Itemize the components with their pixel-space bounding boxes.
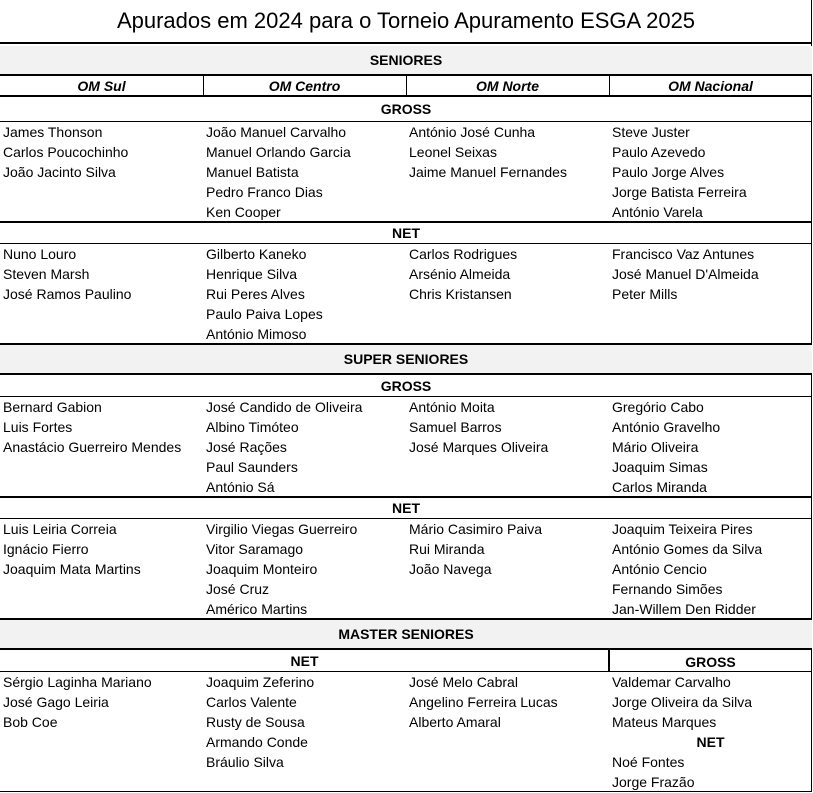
super-seniores-gross-om-nacional bbox=[612, 397, 720, 497]
list-item: Joaquim Simas bbox=[612, 459, 708, 475]
list-item: Jorge Batista Ferreira bbox=[612, 184, 747, 200]
seniores-net-om-centro bbox=[206, 244, 323, 344]
list-item: Chris Kristansen bbox=[409, 286, 512, 302]
seniores-gross-om-sul bbox=[3, 122, 128, 182]
list-item: José Candido de Oliveira bbox=[206, 399, 363, 415]
list-item: Pedro Franco Dias bbox=[206, 184, 323, 200]
list-item: Bob Coe bbox=[3, 714, 58, 730]
list-item: Nuno Louro bbox=[3, 246, 77, 262]
list-item: Paulo Jorge Alves bbox=[612, 164, 725, 180]
list-item: Paulo Paiva Lopes bbox=[206, 306, 323, 322]
list-item: José Ramos Paulino bbox=[3, 286, 132, 302]
section-seniores: SENIORES bbox=[0, 46, 812, 74]
page-title: Apurados em 2024 para o Torneio Apuramento ESGA 2025 bbox=[0, 0, 812, 44]
super-seniores-gross-label: GROSS bbox=[380, 377, 432, 394]
master-seniores-net-om-nacional bbox=[612, 752, 694, 792]
list-item: Bernard Gabion bbox=[3, 399, 102, 415]
seniores-net-label: NET bbox=[392, 225, 420, 241]
super-seniores-gross-om-norte bbox=[409, 397, 548, 457]
list-item: Joaquim Teixeira Pires bbox=[612, 521, 753, 537]
list-item: Angelino Ferreira Lucas bbox=[409, 694, 558, 710]
list-item: James Thonson bbox=[3, 124, 103, 140]
column-header-om-sul: OM Sul bbox=[77, 78, 126, 94]
list-item: Carlos Miranda bbox=[612, 479, 707, 495]
list-item: Alberto Amaral bbox=[409, 714, 501, 730]
section-master-seniores: MASTER SENIORES bbox=[0, 620, 812, 648]
list-item: António Cencio bbox=[612, 561, 707, 577]
super-seniores-net-label: NET bbox=[392, 500, 420, 516]
master-seniores-net-om-centro bbox=[206, 672, 314, 772]
list-item: Ken Cooper bbox=[206, 204, 281, 220]
list-item: José Marques Oliveira bbox=[409, 439, 549, 455]
list-item: Rui Peres Alves bbox=[206, 286, 305, 302]
list-item: Anastácio Guerreiro Mendes bbox=[3, 439, 182, 455]
list-item: Arsénio Almeida bbox=[409, 266, 511, 282]
super-seniores-gross-om-centro bbox=[206, 397, 362, 497]
list-item: Carlos Rodrigues bbox=[409, 246, 518, 262]
master-seniores-net-om-norte bbox=[409, 672, 558, 732]
list-item: Manuel Orlando Garcia bbox=[206, 144, 351, 160]
list-item: Jaime Manuel Fernandes bbox=[409, 164, 567, 180]
list-item: Albino Timóteo bbox=[206, 419, 299, 435]
list-item: João Manuel Carvalho bbox=[206, 124, 347, 140]
list-item: Manuel Batista bbox=[206, 164, 299, 180]
list-item: Carlos Valente bbox=[206, 694, 297, 710]
column-header-om-centro: OM Centro bbox=[268, 78, 341, 94]
list-item: Joaquim Mata Martins bbox=[3, 561, 141, 577]
list-item: Gregório Cabo bbox=[612, 399, 704, 415]
list-item: Joaquim Monteiro bbox=[206, 561, 318, 577]
list-item: Henrique Silva bbox=[206, 266, 298, 282]
list-item: Rui Miranda bbox=[409, 541, 485, 557]
list-item: Gilberto Kaneko bbox=[206, 246, 307, 262]
super-seniores-gross-om-sul bbox=[3, 397, 181, 457]
super-seniores-net-om-norte bbox=[409, 519, 542, 579]
master-seniores-net-nacional-label: NET bbox=[696, 734, 725, 750]
list-item: Samuel Barros bbox=[409, 419, 502, 435]
list-item: Virgilio Viegas Guerreiro bbox=[206, 521, 358, 537]
list-item: António Varela bbox=[612, 204, 703, 220]
seniores-net-om-nacional bbox=[612, 244, 759, 304]
master-seniores-net-om-sul bbox=[3, 672, 152, 732]
list-item: Mário Casimiro Paiva bbox=[409, 521, 543, 537]
seniores-gross-label: GROSS bbox=[380, 101, 432, 117]
section-super-seniores: SUPER SENIORES bbox=[0, 345, 812, 373]
seniores-net-om-sul bbox=[3, 244, 131, 304]
list-item: Fernando Simões bbox=[612, 581, 723, 597]
list-item: Steve Juster bbox=[612, 124, 690, 140]
master-seniores-gross-label: GROSS bbox=[685, 654, 736, 670]
master-seniores-gross-om-nacional bbox=[612, 672, 752, 732]
list-item: António Sá bbox=[206, 479, 275, 495]
column-header-om-nacional: OM Nacional bbox=[668, 78, 753, 94]
list-item: Francisco Vaz Antunes bbox=[612, 246, 755, 262]
list-item: Valdemar Carvalho bbox=[612, 674, 731, 690]
master-seniores-net-label: NET bbox=[290, 653, 319, 669]
seniores-gross-om-centro bbox=[206, 122, 351, 222]
list-item: Noé Fontes bbox=[612, 754, 685, 770]
list-item: Jorge Oliveira da Silva bbox=[612, 694, 753, 710]
seniores-gross-om-norte bbox=[409, 122, 567, 182]
list-item: José Manuel D'Almeida bbox=[612, 266, 759, 282]
list-item: António Moita bbox=[409, 399, 495, 415]
list-item: João Jacinto Silva bbox=[3, 164, 116, 180]
seniores-net-om-norte bbox=[409, 244, 517, 304]
list-item: António Mimoso bbox=[206, 326, 307, 342]
list-item: Carlos Poucochinho bbox=[3, 144, 129, 160]
list-item: Américo Martins bbox=[206, 601, 308, 617]
list-item: Luis Fortes bbox=[3, 419, 73, 435]
list-item: Mário Oliveira bbox=[612, 439, 699, 455]
list-item: Armando Conde bbox=[206, 734, 308, 750]
list-item: Jan-Willem Den Ridder bbox=[612, 601, 756, 617]
list-item: José Melo Cabral bbox=[409, 674, 518, 690]
list-item: Steven Marsh bbox=[3, 266, 90, 282]
list-item: Paul Saunders bbox=[206, 459, 298, 475]
column-header-om-norte: OM Norte bbox=[476, 78, 539, 94]
list-item: António Gravelho bbox=[612, 419, 721, 435]
list-item: António José Cunha bbox=[409, 124, 536, 140]
super-seniores-net-om-centro bbox=[206, 519, 357, 619]
list-item: Rusty de Sousa bbox=[206, 714, 305, 730]
list-item: Mateus Marques bbox=[612, 714, 717, 730]
list-item: António Gomes da Silva bbox=[612, 541, 763, 557]
list-item: José Rações bbox=[206, 439, 287, 455]
list-item: José Gago Leiria bbox=[3, 694, 109, 710]
list-item: Joaquim Zeferino bbox=[206, 674, 315, 690]
list-item: Paulo Azevedo bbox=[612, 144, 706, 160]
list-item: Leonel Seixas bbox=[409, 144, 497, 160]
list-item: Bráulio Silva bbox=[206, 754, 284, 770]
list-item: Jorge Frazão bbox=[612, 774, 695, 790]
seniores-gross-om-nacional bbox=[612, 122, 747, 222]
super-seniores-net-om-sul bbox=[3, 519, 141, 579]
list-item: Ignácio Fierro bbox=[3, 541, 89, 557]
super-seniores-net-om-nacional bbox=[612, 519, 762, 619]
list-item: José Cruz bbox=[206, 581, 270, 597]
list-item: Peter Mills bbox=[612, 286, 678, 302]
list-item: Luis Leiria Correia bbox=[3, 521, 117, 537]
list-item: Vitor Saramago bbox=[206, 541, 304, 557]
list-item: Sérgio Laginha Mariano bbox=[3, 674, 152, 690]
list-item: João Navega bbox=[409, 561, 492, 577]
